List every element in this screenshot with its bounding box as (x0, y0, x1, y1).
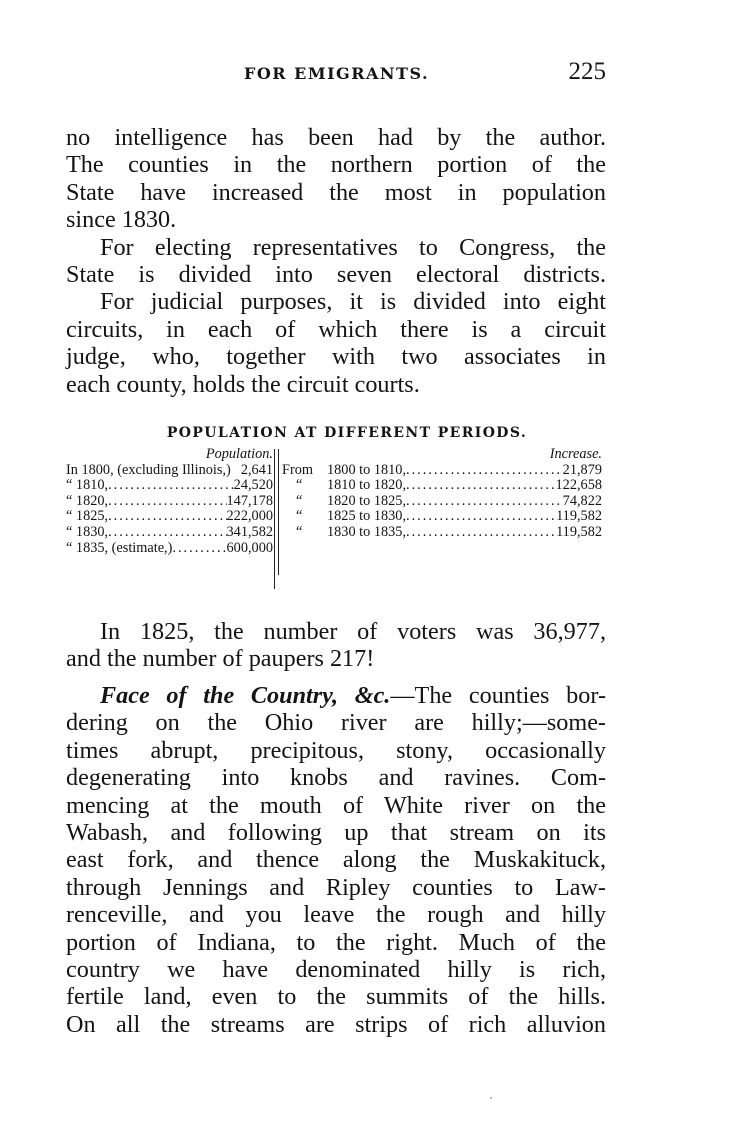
row-value: 21,879 (562, 461, 602, 478)
leader-dots (406, 463, 563, 479)
text-line: east fork, and thence along the Muskakituck, (66, 846, 606, 874)
text-line: renceville, and you leave the rough and hilly (66, 901, 606, 929)
table-row (66, 463, 273, 479)
row-prefix: From (282, 461, 313, 478)
text-line: through Jennings and Ripley counties to Law- (66, 873, 606, 901)
text-line: mencing at the mouth of White river on the (66, 791, 606, 819)
text-line: portion of Indiana, to the right. Much of the (66, 928, 606, 956)
running-title: FOR EMIGRANTS. (244, 64, 430, 83)
row-label: 1820 to 1825, (327, 492, 407, 509)
paragraph-face-of-country (66, 682, 606, 1038)
table-row (66, 509, 273, 525)
row-label: 1825 to 1830, (327, 508, 407, 525)
row-value: 119,582 (556, 508, 602, 525)
paragraph-counties-population (66, 124, 606, 234)
table-row (282, 494, 602, 510)
text-line (66, 682, 606, 709)
row-value: 222,000 (226, 508, 273, 525)
row-prefix: “ (296, 492, 303, 509)
leader-dots (406, 525, 556, 541)
text-line: and the number of paupers 217! (66, 645, 375, 673)
row-label: In 1800, (excluding Illinois,) (66, 461, 231, 478)
leader-dots (406, 509, 556, 525)
section-heading: Face of the Country, &c. (100, 681, 391, 709)
paragraph-electoral-districts (66, 234, 606, 289)
text-line: For judicial purposes, it is divided into eight (100, 288, 606, 316)
table-title: POPULATION AT DIFFERENT PERIODS. (166, 425, 528, 442)
text-line: In 1825, the number of voters was 36,977, (100, 618, 606, 646)
leader-dots (108, 525, 226, 541)
row-label: 1830 to 1835, (327, 524, 407, 541)
table-row (282, 463, 602, 479)
row-label: 1810 to 1820, (327, 477, 407, 494)
row-prefix: “ (296, 477, 303, 494)
table-row (66, 541, 273, 557)
row-label: “ 1835, (estimate,) (66, 539, 173, 556)
row-prefix: “ (296, 508, 303, 525)
row-label: 1800 to 1810, (327, 461, 407, 478)
text-line: For electing representatives to Congress, the (100, 233, 606, 261)
leader-dots (108, 509, 226, 525)
text-line: degenerating into knobs and ravines. Com- (66, 764, 606, 792)
text-line: State is divided into seven electoral districts. (66, 261, 606, 289)
text-line: judge, who, together with two associates in (66, 343, 606, 371)
increase-column (282, 447, 602, 541)
text-line: dering on the Ohio river are hilly;—some- (66, 709, 606, 737)
population-header: Population. (205, 446, 273, 463)
table-row (66, 525, 273, 541)
row-prefix: “ (296, 524, 303, 541)
increase-header: Increase. (549, 446, 602, 463)
book-page (66, 60, 606, 1038)
text-line: The counties in the northern portion of the (66, 151, 606, 179)
row-value: 24,520 (233, 477, 273, 494)
text-line: On all the streams are strips of rich alluvion (66, 1010, 606, 1038)
leader-dots (406, 494, 563, 510)
row-label: “ 1820, (66, 492, 109, 509)
paragraph-voters-paupers (66, 618, 606, 673)
text-fragment: —The counties bor- (390, 681, 606, 709)
table-row (282, 525, 602, 541)
table-row (282, 478, 602, 494)
text-line: each county, holds the circuit courts. (66, 370, 420, 398)
population-column (66, 447, 273, 556)
text-line: no intelligence has been had by the author. (66, 124, 606, 151)
leader-dots (406, 478, 556, 494)
column-divider (278, 449, 279, 575)
text-line: times abrupt, precipitous, stony, occasionally (66, 736, 606, 764)
table-row (282, 509, 602, 525)
row-label: “ 1830, (66, 524, 109, 541)
text-line: State have increased the most in population (66, 178, 606, 206)
row-value: 341,582 (226, 524, 273, 541)
row-value: 600,000 (226, 539, 273, 556)
text-line: since 1830. (66, 206, 177, 234)
paragraph-judicial-circuits (66, 288, 606, 398)
page-number: 225 (568, 58, 606, 85)
leader-dots (108, 478, 234, 494)
row-value: 2,641 (240, 461, 273, 478)
text-line: circuits, in each of which there is a circuit (66, 315, 606, 343)
text-line: Wabash, and following up that stream on its (66, 818, 606, 846)
leader-dots (108, 494, 226, 510)
row-value: 122,658 (555, 477, 602, 494)
table-row (66, 478, 273, 494)
running-head (66, 60, 606, 92)
leader-dots (172, 541, 226, 557)
table-row (66, 494, 273, 510)
paper-speck (490, 1097, 492, 1099)
row-value: 147,178 (226, 492, 273, 509)
text-line: country we have denominated hilly is rich, (66, 955, 606, 983)
text-line: fertile land, even to the summits of the hills. (66, 983, 606, 1011)
row-value: 119,582 (556, 524, 602, 541)
row-label: “ 1810, (66, 477, 109, 494)
column-divider (274, 449, 275, 589)
row-label: “ 1825, (66, 508, 109, 525)
row-value: 74,822 (562, 492, 602, 509)
population-table (66, 447, 606, 592)
